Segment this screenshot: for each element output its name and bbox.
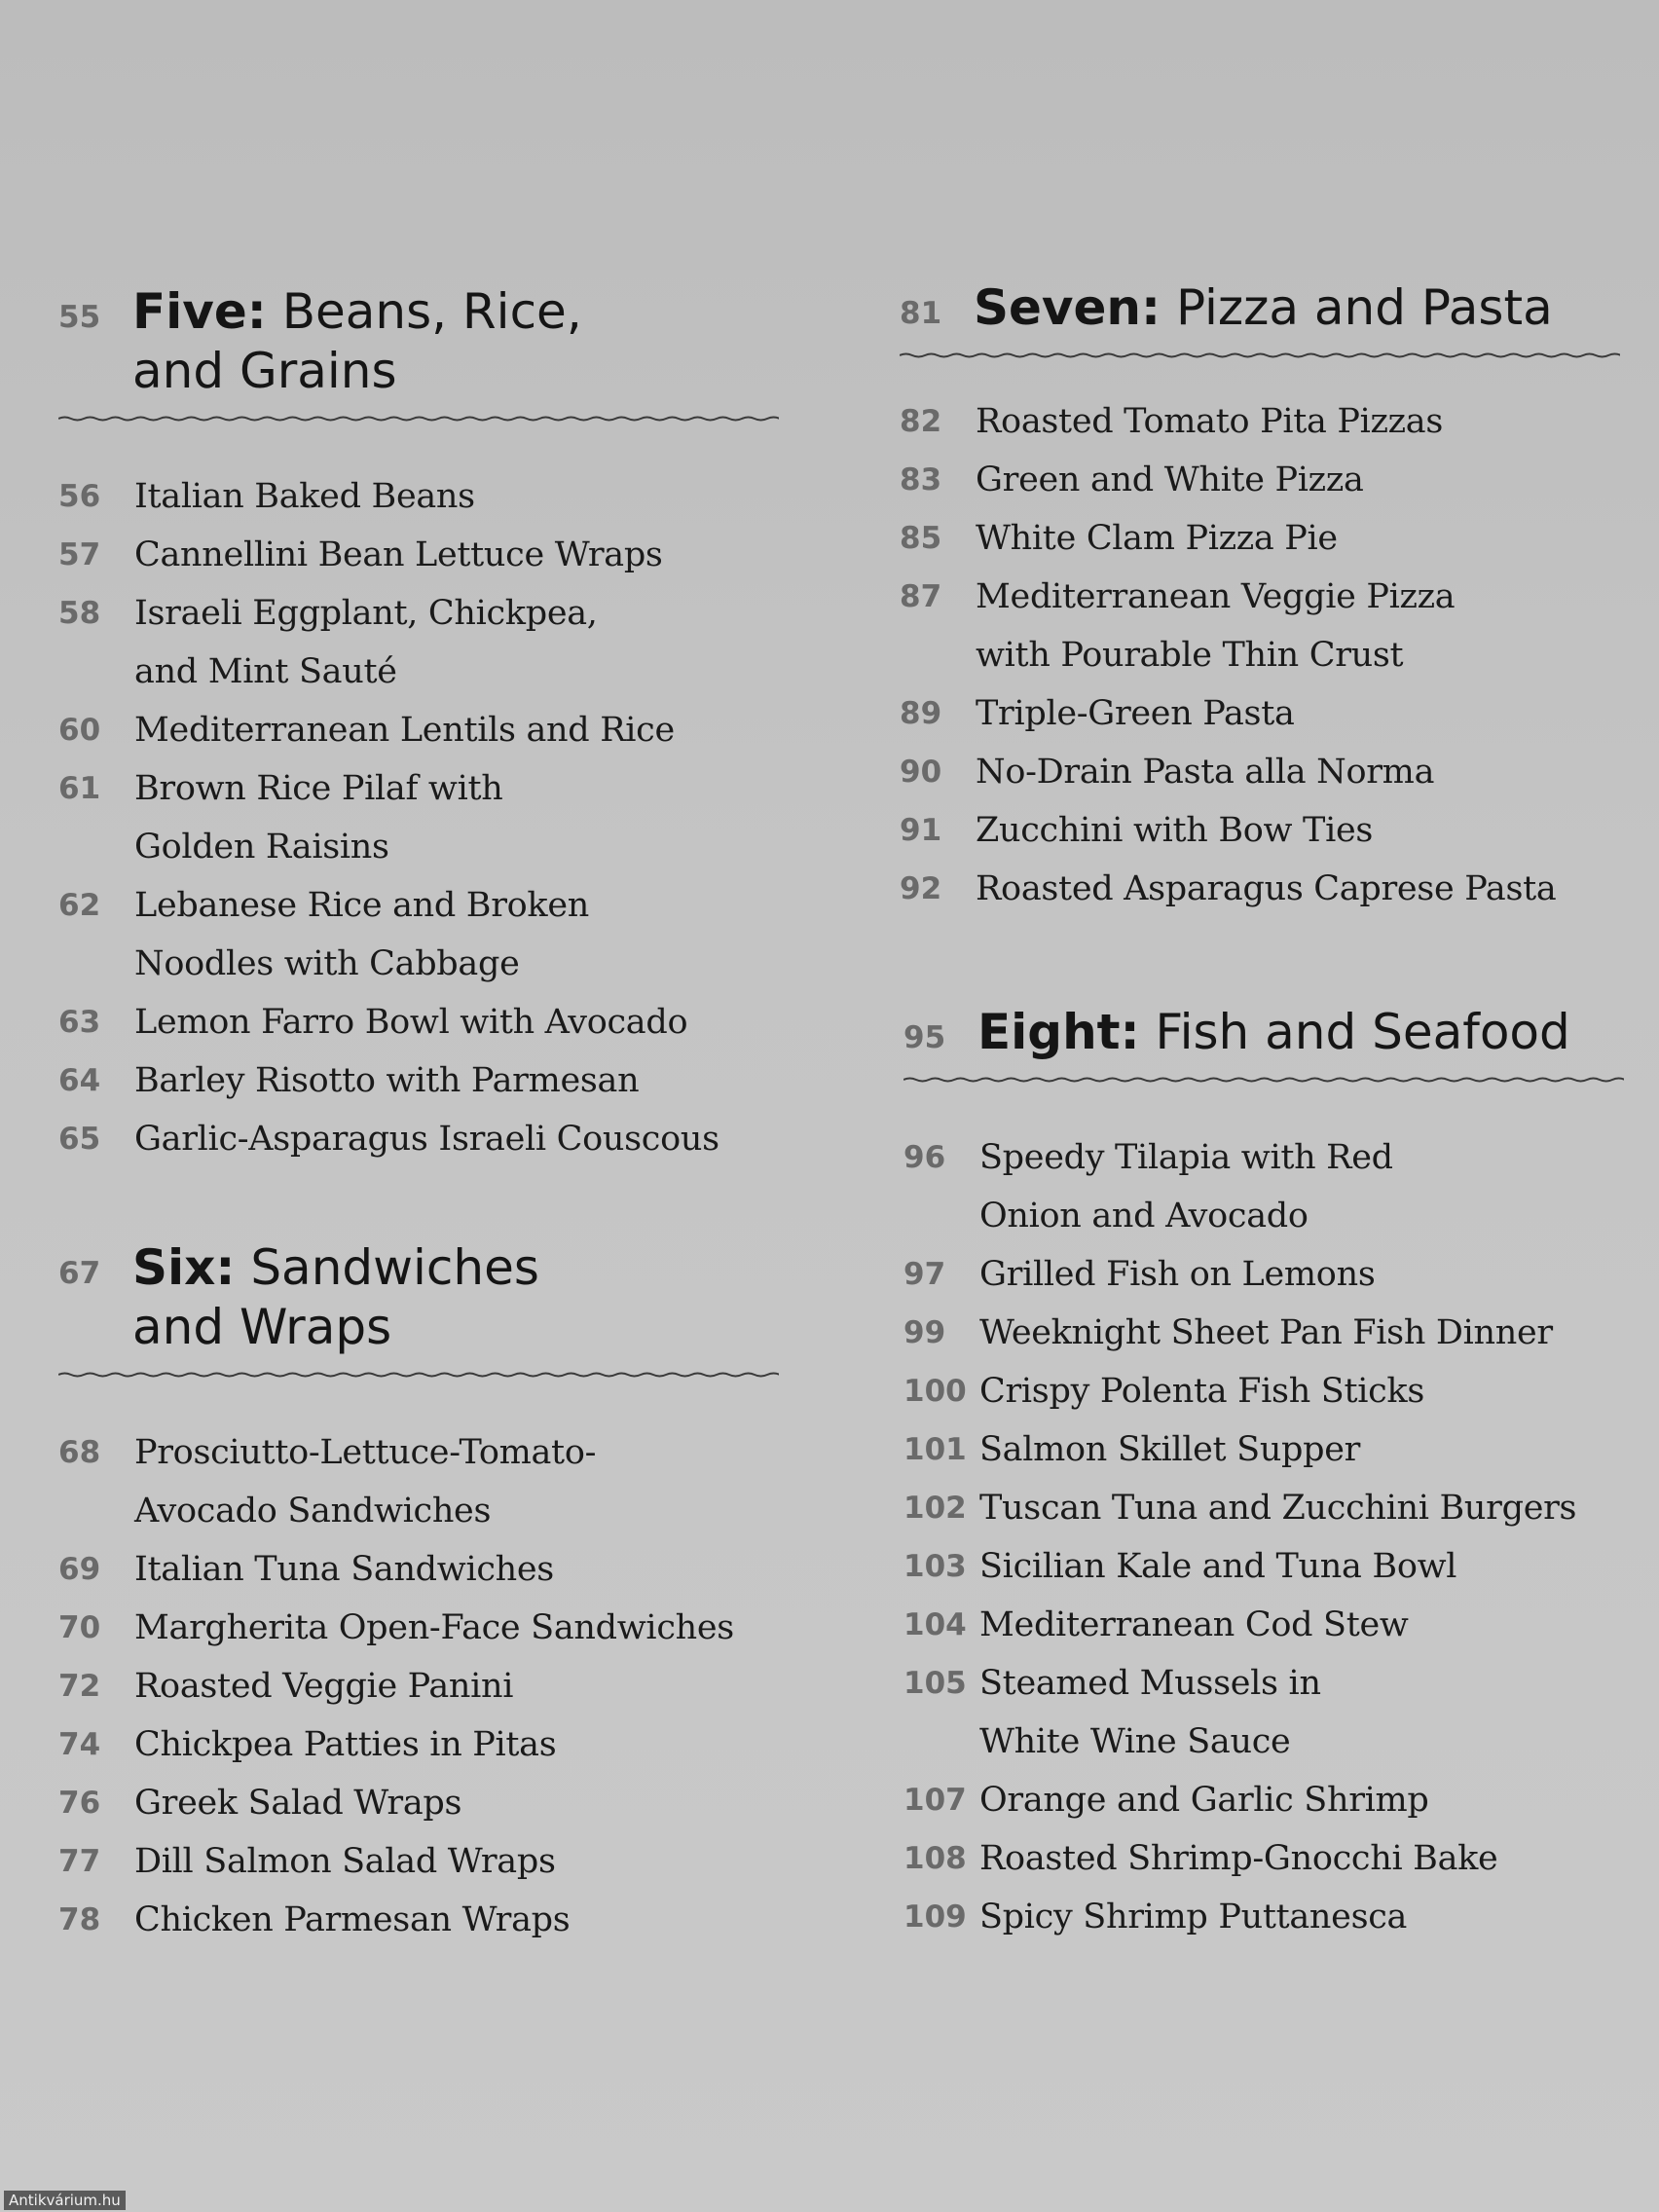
list-item[interactable]: [900, 743, 1620, 801]
section-heading: [903, 1003, 1624, 1062]
item-title: Lebanese Rice and Broken Noodles with Cabbage: [134, 886, 589, 983]
item-page-number: 74: [58, 1727, 101, 1762]
item-title: Dill Salmon Salad Wraps: [134, 1842, 556, 1881]
section-number-word: Five:: [132, 283, 267, 340]
section-page-number: 95: [903, 1020, 946, 1055]
item-title: Zucchini with Bow Ties: [976, 811, 1374, 850]
section-number-word: Six:: [132, 1239, 236, 1296]
item-title: Roasted Veggie Panini: [134, 1667, 514, 1706]
item-page-number: 91: [900, 813, 942, 848]
item-page-number: 69: [58, 1552, 101, 1587]
section-title-text: Pizza and Pasta: [1175, 279, 1553, 336]
list-item[interactable]: [58, 1657, 779, 1715]
item-page-number: 64: [58, 1063, 101, 1098]
item-title: Chicken Parmesan Wraps: [134, 1900, 571, 1939]
item-page-number: 97: [903, 1257, 946, 1292]
recipe-list: [900, 392, 1620, 918]
list-item[interactable]: [903, 1537, 1624, 1596]
item-page-number: 92: [900, 871, 942, 906]
item-title: Speedy Tilapia with Red Onion and Avocado: [979, 1138, 1393, 1235]
list-item[interactable]: [903, 1479, 1624, 1537]
item-title: Cannellini Bean Lettuce Wraps: [134, 535, 663, 574]
list-item[interactable]: [58, 1832, 779, 1891]
section-title-text: Sandwiches and Wraps: [132, 1239, 539, 1355]
item-page-number: 109: [903, 1899, 967, 1935]
list-item[interactable]: [58, 584, 779, 701]
recipe-list: [58, 467, 779, 1168]
section-page-number: 55: [58, 300, 101, 335]
item-page-number: 77: [58, 1844, 101, 1879]
item-page-number: 61: [58, 771, 101, 806]
item-page-number: 87: [900, 579, 942, 614]
wavy-line: [58, 1374, 779, 1377]
section-five: [58, 282, 779, 1168]
item-page-number: 56: [58, 479, 101, 514]
item-title: Roasted Shrimp-Gnocchi Bake: [979, 1839, 1498, 1878]
list-item[interactable]: [58, 1774, 779, 1832]
section-title: [132, 282, 779, 401]
list-item[interactable]: [900, 860, 1620, 918]
section-eight: [903, 1003, 1624, 1946]
list-item[interactable]: [58, 1110, 779, 1168]
wavy-divider: [58, 411, 779, 426]
section-number-word: Seven:: [974, 279, 1161, 336]
section-heading: [900, 278, 1620, 338]
wavy-line: [900, 354, 1620, 357]
item-page-number: 70: [58, 1610, 101, 1645]
section-six: [58, 1238, 779, 1949]
item-page-number: 102: [903, 1491, 967, 1526]
item-page-number: 108: [903, 1841, 967, 1876]
item-title: Sicilian Kale and Tuna Bowl: [979, 1547, 1457, 1586]
list-item[interactable]: [903, 1128, 1624, 1245]
item-page-number: 96: [903, 1140, 946, 1175]
recipe-list: [58, 1423, 779, 1949]
list-item[interactable]: [58, 1540, 779, 1599]
item-title: Margherita Open-Face Sandwiches: [134, 1608, 734, 1647]
item-page-number: 58: [58, 596, 101, 631]
item-page-number: 105: [903, 1666, 967, 1701]
item-page-number: 101: [903, 1432, 967, 1467]
item-title: Orange and Garlic Shrimp: [979, 1781, 1429, 1820]
list-item[interactable]: [903, 1596, 1624, 1654]
list-item[interactable]: [900, 568, 1620, 684]
item-page-number: 65: [58, 1122, 101, 1157]
item-title: Green and White Pizza: [976, 461, 1364, 499]
list-item[interactable]: [900, 684, 1620, 743]
item-title: Brown Rice Pilaf with Golden Raisins: [134, 769, 503, 866]
item-title: Prosciutto-Lettuce-Tomato- Avocado Sandwiches: [134, 1433, 597, 1530]
list-item[interactable]: [58, 1051, 779, 1110]
item-title: Italian Tuna Sandwiches: [134, 1550, 554, 1589]
wavy-divider: [903, 1072, 1624, 1088]
list-item[interactable]: [900, 451, 1620, 509]
list-item[interactable]: [58, 1891, 779, 1949]
list-item[interactable]: [58, 876, 779, 993]
item-title: Tuscan Tuna and Zucchini Burgers: [979, 1489, 1577, 1528]
item-title: Barley Risotto with Parmesan: [134, 1061, 640, 1100]
section-title: [977, 1003, 1624, 1062]
list-item[interactable]: [58, 1423, 779, 1540]
item-page-number: 78: [58, 1902, 101, 1937]
list-item[interactable]: [900, 509, 1620, 568]
section-page-number: 67: [58, 1256, 101, 1291]
item-page-number: 76: [58, 1786, 101, 1821]
list-item[interactable]: [58, 526, 779, 584]
list-item[interactable]: [903, 1362, 1624, 1420]
item-title: Spicy Shrimp Puttanesca: [979, 1898, 1408, 1936]
item-page-number: 99: [903, 1315, 946, 1350]
list-item[interactable]: [58, 1715, 779, 1774]
item-page-number: 57: [58, 537, 101, 572]
item-page-number: 68: [58, 1435, 101, 1470]
list-item[interactable]: [903, 1420, 1624, 1479]
list-item[interactable]: [58, 701, 779, 759]
section-page-number: 81: [900, 296, 942, 331]
item-title: Triple-Green Pasta: [976, 694, 1295, 733]
section-number-word: Eight:: [977, 1004, 1140, 1060]
item-page-number: 107: [903, 1783, 967, 1818]
item-title: Lemon Farro Bowl with Avocado: [134, 1003, 688, 1042]
wavy-divider: [58, 1367, 779, 1382]
item-title: Israeli Eggplant, Chickpea, and Mint Sauté: [134, 594, 598, 691]
list-item[interactable]: [58, 993, 779, 1051]
list-item[interactable]: [903, 1771, 1624, 1829]
section-title: [974, 278, 1620, 338]
list-item[interactable]: [903, 1304, 1624, 1362]
list-item[interactable]: [900, 392, 1620, 451]
section-heading: [58, 1238, 779, 1357]
item-title: Italian Baked Beans: [134, 477, 475, 516]
recipe-list: [903, 1128, 1624, 1946]
item-title: Greek Salad Wraps: [134, 1784, 462, 1823]
item-title: Crispy Polenta Fish Sticks: [979, 1372, 1424, 1411]
item-page-number: 104: [903, 1607, 967, 1642]
item-page-number: 83: [900, 462, 942, 498]
list-item[interactable]: [903, 1888, 1624, 1946]
item-page-number: 82: [900, 404, 942, 439]
item-title: Roasted Tomato Pita Pizzas: [976, 402, 1444, 441]
list-item[interactable]: [903, 1829, 1624, 1888]
item-title: No-Drain Pasta alla Norma: [976, 753, 1435, 792]
item-page-number: 89: [900, 696, 942, 731]
item-page-number: 72: [58, 1669, 101, 1704]
list-item[interactable]: [58, 759, 779, 876]
list-item[interactable]: [900, 801, 1620, 860]
watermark: Antikvárium.hu: [4, 2191, 126, 2210]
item-page-number: 63: [58, 1005, 101, 1040]
section-seven: [900, 278, 1620, 918]
section-title: [132, 1238, 779, 1357]
item-title: Weeknight Sheet Pan Fish Dinner: [979, 1313, 1553, 1352]
section-title-text: Fish and Seafood: [1155, 1004, 1570, 1060]
item-page-number: 103: [903, 1549, 967, 1584]
item-page-number: 100: [903, 1374, 967, 1409]
wavy-line: [903, 1079, 1624, 1082]
item-page-number: 90: [900, 755, 942, 790]
item-title: White Clam Pizza Pie: [976, 519, 1338, 558]
item-title: Mediterranean Veggie Pizza with Pourable Thin Crust: [976, 577, 1456, 675]
list-item[interactable]: [903, 1654, 1624, 1771]
item-title: Salmon Skillet Supper: [979, 1430, 1361, 1469]
item-title: Grilled Fish on Lemons: [979, 1255, 1376, 1294]
item-title: Mediterranean Cod Stew: [979, 1605, 1409, 1644]
list-item[interactable]: [58, 467, 779, 526]
item-title: Mediterranean Lentils and Rice: [134, 711, 675, 750]
item-title: Steamed Mussels in White Wine Sauce: [979, 1664, 1321, 1761]
wavy-line: [58, 418, 779, 421]
item-title: Garlic-Asparagus Israeli Couscous: [134, 1120, 719, 1159]
wavy-divider: [900, 348, 1620, 363]
item-page-number: 62: [58, 888, 101, 923]
item-title: Chickpea Patties in Pitas: [134, 1725, 557, 1764]
item-page-number: 85: [900, 521, 942, 556]
section-heading: [58, 282, 779, 401]
section-title-text: Beans, Rice, and Grains: [132, 283, 582, 399]
item-page-number: 60: [58, 713, 101, 748]
list-item[interactable]: [903, 1245, 1624, 1304]
list-item[interactable]: [58, 1599, 779, 1657]
item-title: Roasted Asparagus Caprese Pasta: [976, 869, 1557, 908]
